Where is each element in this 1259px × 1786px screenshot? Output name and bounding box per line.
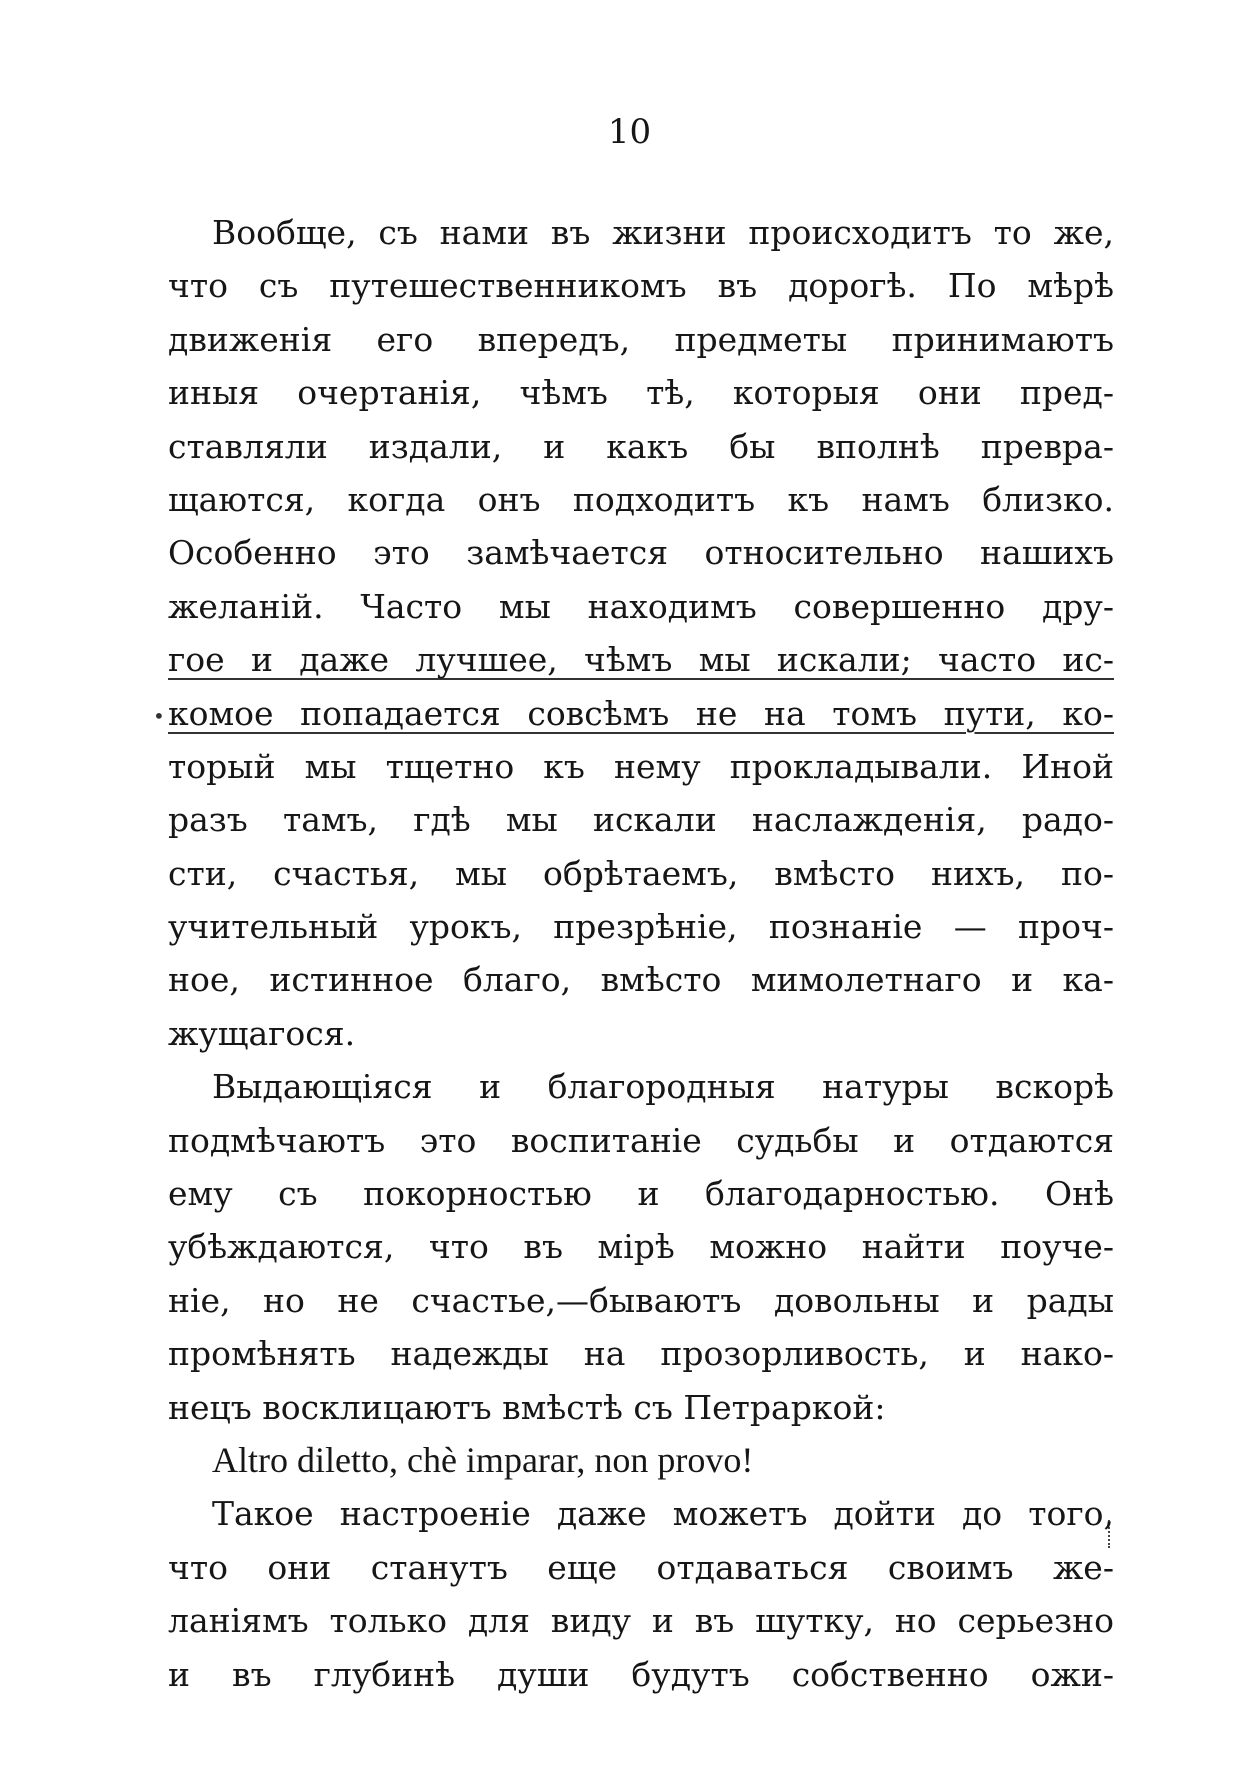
text-line: нецъ восклицаютъ вмѣстѣ съ Петраркой: [168, 1387, 886, 1427]
text-line: Особенно это замѣчается относительно нашихъ [168, 533, 1114, 573]
text-line: убѣждаются, что въ мірѣ можно найти поуче- [168, 1227, 1114, 1267]
quote-line: Altro diletto, chè imparar, non provo! [212, 1439, 754, 1480]
text-line: желаній. Часто мы находимъ совершенно дру- [168, 586, 1114, 626]
text-line: комое попадается совсѣмъ не на томъ пути, ко- [168, 693, 1114, 733]
text-line: и въ глубинѣ души будутъ собственно ожи- [168, 1654, 1114, 1694]
text-line: промѣнять надежды на прозорливость, и нако- [168, 1334, 1114, 1374]
text-line: Такое настроеніе даже можетъ дойти до того, [212, 1494, 1114, 1534]
text-line: что съ путешественникомъ въ дорогѣ. По мѣрѣ [168, 266, 1114, 306]
text-line: торый мы тщетно къ нему прокладывали. Иной [168, 746, 1114, 786]
text-line: ланіямъ только для виду и въ шутку, но серьезно [168, 1601, 1114, 1641]
text-line: иныя очертанія, чѣмъ тѣ, которыя они пред- [168, 373, 1114, 413]
text-line: ніе, но не счастье,—бываютъ довольны и рады [168, 1280, 1114, 1320]
text-line: учительный урокъ, презрѣніе, познаніе — проч- [168, 907, 1114, 947]
text-line: ное, истинное благо, вмѣсто мимолетнаго и ка- [168, 960, 1114, 1000]
text-line: Выдающіяся и благородныя натуры вскорѣ [212, 1067, 1114, 1107]
text-line: ставляли издали, и какъ бы вполнѣ превра- [168, 426, 1114, 466]
text-line: подмѣчаютъ это воспитаніе судьбы и отдаются [168, 1120, 1114, 1160]
page-number: 10 [607, 112, 652, 152]
text-line: гое и даже лучшее, чѣмъ мы искали; часто ис- [168, 640, 1114, 680]
text-line: сти, счастья, мы обрѣтаемъ, вмѣсто нихъ, по- [168, 853, 1114, 893]
text-body [168, 206, 1114, 1701]
text-line: движенія его впередъ, предметы принимаютъ [168, 319, 1114, 359]
text-line: жущагося. [168, 1013, 356, 1053]
text-line: щаются, когда онъ подходитъ къ намъ близко. [168, 479, 1114, 519]
margin-mark: • [153, 704, 165, 728]
text-line: ему съ покорностью и благодарностью. Онѣ [168, 1174, 1114, 1214]
text-line: что они станутъ еще отдаваться своимъ же- [168, 1547, 1114, 1587]
text-line: разъ тамъ, гдѣ мы искали наслажденія, радо- [168, 800, 1114, 840]
text-line: Вообще, съ нами въ жизни происходитъ то же, [212, 213, 1114, 252]
